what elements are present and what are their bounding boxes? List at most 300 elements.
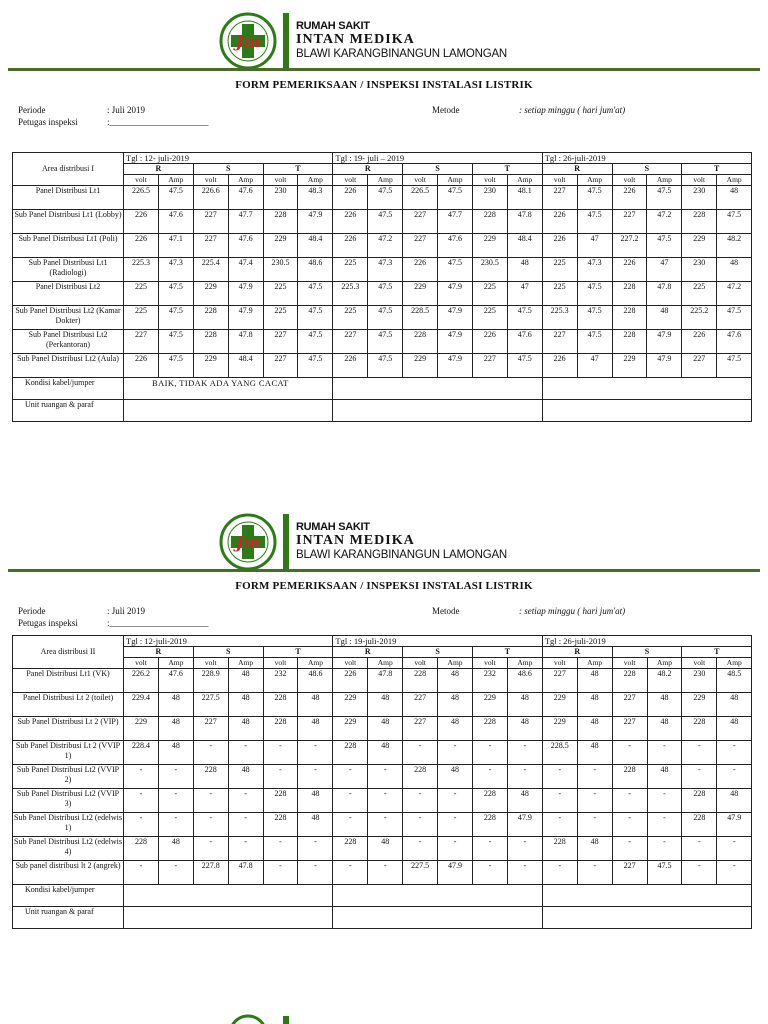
- unit-header: volt: [403, 658, 438, 669]
- kondisi-label: Kondisi kabel/jumper: [13, 885, 124, 907]
- reading-cell: 226: [333, 354, 368, 378]
- reading-cell: -: [368, 765, 403, 789]
- reading-cell: -: [298, 765, 333, 789]
- reading-cell: 227: [333, 330, 368, 354]
- reading-cell: 47.9: [717, 813, 752, 837]
- reading-cell: 227.5: [193, 693, 228, 717]
- reading-cell: 48: [158, 741, 193, 765]
- unit-header: Amp: [438, 658, 473, 669]
- reading-cell: 47.5: [577, 282, 612, 306]
- unit-header: volt: [542, 658, 577, 669]
- reading-cell: 47.9: [438, 282, 473, 306]
- unit-header: volt: [263, 175, 298, 186]
- kondisi-note: BAIK, TIDAK ADA YANG CACAT: [124, 378, 333, 400]
- reading-cell: 228: [403, 330, 438, 354]
- reading-cell: -: [717, 837, 752, 861]
- reading-cell: -: [542, 765, 577, 789]
- table-row: [13, 330, 752, 354]
- signature-cell[interactable]: [542, 907, 751, 929]
- reading-cell: 48: [577, 693, 612, 717]
- reading-cell: 47: [577, 234, 612, 258]
- area-name: Sub Panel Distribusi Lt2 (Kamar Dokter): [13, 306, 124, 330]
- reading-cell: 48: [507, 717, 542, 741]
- reading-cell: 48: [507, 693, 542, 717]
- reading-cell: 48: [158, 717, 193, 741]
- reading-cell: 47.2: [647, 210, 682, 234]
- date-header: Tgl : 26-juli-2019: [542, 636, 751, 647]
- reading-cell: 47.8: [507, 210, 542, 234]
- reading-cell: 228: [263, 210, 298, 234]
- table-row: [13, 186, 752, 210]
- reading-cell: 48: [228, 669, 263, 693]
- reading-cell: 228: [333, 837, 368, 861]
- reading-cell: 228: [472, 717, 507, 741]
- reading-cell: 48: [228, 765, 263, 789]
- reading-cell: 48: [577, 741, 612, 765]
- reading-cell: 48: [298, 789, 333, 813]
- periode-label: Periode: [18, 105, 46, 115]
- reading-cell: 48.2: [647, 669, 682, 693]
- reading-cell: 48.6: [298, 258, 333, 282]
- reading-cell: 48.4: [298, 234, 333, 258]
- reading-cell: 47.5: [368, 354, 403, 378]
- unit-header: volt: [124, 658, 159, 669]
- reading-cell: -: [612, 837, 647, 861]
- phase-header: S: [612, 164, 682, 175]
- unit-header: volt: [333, 658, 368, 669]
- reading-cell: 225: [263, 282, 298, 306]
- phase-header: S: [612, 647, 682, 658]
- reading-cell: 47.5: [368, 306, 403, 330]
- reading-cell: 47: [577, 354, 612, 378]
- reading-cell: 227: [542, 330, 577, 354]
- reading-cell: 227: [403, 210, 438, 234]
- reading-cell: -: [647, 789, 682, 813]
- reading-cell: 47.5: [647, 234, 682, 258]
- reading-cell: 228: [124, 837, 159, 861]
- reading-cell: -: [507, 861, 542, 885]
- reading-cell: 47.5: [298, 330, 333, 354]
- reading-cell: 48: [228, 717, 263, 741]
- reading-cell: 228: [542, 837, 577, 861]
- reading-cell: 225: [472, 282, 507, 306]
- reading-cell: 47.9: [438, 354, 473, 378]
- reading-cell: -: [507, 765, 542, 789]
- header-bar: [283, 514, 289, 570]
- reading-cell: -: [228, 837, 263, 861]
- unit-header: volt: [472, 175, 507, 186]
- reading-cell: 229: [193, 282, 228, 306]
- reading-cell: 48: [368, 837, 403, 861]
- phase-header: T: [472, 647, 542, 658]
- reading-cell: 47.5: [368, 282, 403, 306]
- reading-cell: 228.5: [542, 741, 577, 765]
- reading-cell: -: [368, 861, 403, 885]
- area-name: Sub Panel Distribusi Lt 2 (VVIP 1): [13, 741, 124, 765]
- reading-cell: 227: [403, 693, 438, 717]
- reading-cell: 47: [647, 258, 682, 282]
- reading-cell: 228: [682, 210, 717, 234]
- reading-cell: 226: [612, 258, 647, 282]
- reading-cell: 229: [263, 234, 298, 258]
- reading-cell: -: [403, 837, 438, 861]
- reading-cell: -: [403, 813, 438, 837]
- reading-cell: 47.5: [717, 306, 752, 330]
- date-header: Tgl : 12-juli-2019: [124, 636, 333, 647]
- reading-cell: 47.6: [438, 234, 473, 258]
- reading-cell: 228: [612, 330, 647, 354]
- reading-cell: 47.6: [158, 210, 193, 234]
- reading-cell: 226: [542, 234, 577, 258]
- periode-value: : Juli 2019: [107, 105, 146, 115]
- reading-cell: 47.8: [647, 282, 682, 306]
- area-name: Sub Panel Distribusi Lt2 (VVIP 2): [13, 765, 124, 789]
- unit-header: Amp: [647, 175, 682, 186]
- reading-cell: 226.5: [124, 186, 159, 210]
- reading-cell: -: [612, 813, 647, 837]
- reading-cell: -: [577, 789, 612, 813]
- reading-cell: 48: [717, 186, 752, 210]
- table-row: [13, 717, 752, 741]
- unit-header: Amp: [228, 658, 263, 669]
- date-header: Tgl : 12- juli-2019: [124, 153, 333, 164]
- reading-cell: -: [682, 765, 717, 789]
- reading-cell: 47.6: [507, 330, 542, 354]
- reading-cell: 48.5: [717, 669, 752, 693]
- reading-cell: -: [263, 765, 298, 789]
- reading-cell: 227: [612, 693, 647, 717]
- table-row: [13, 765, 752, 789]
- reading-cell: 48.3: [298, 186, 333, 210]
- reading-cell: -: [577, 861, 612, 885]
- unit-ruangan-label: Unit ruangan & paraf: [13, 907, 124, 929]
- reading-cell: 225: [542, 258, 577, 282]
- unit-header: Amp: [368, 175, 403, 186]
- unit-header: Amp: [717, 658, 752, 669]
- reading-cell: 228: [263, 693, 298, 717]
- signature-cell[interactable]: [333, 907, 542, 929]
- reading-cell: 228: [612, 306, 647, 330]
- phase-header: S: [403, 647, 473, 658]
- unit-header: volt: [193, 175, 228, 186]
- header-line1: RUMAH SAKIT: [296, 521, 370, 533]
- area-name: Sub Panel Distribusi Lt2 (VVIP 3): [13, 789, 124, 813]
- reading-cell: -: [577, 765, 612, 789]
- reading-cell: 228: [682, 717, 717, 741]
- unit-header: volt: [124, 175, 159, 186]
- phase-header: T: [263, 164, 333, 175]
- area-name: Sub Panel Distribusi Lt2 (edelwis 1): [13, 813, 124, 837]
- reading-cell: 225.2: [682, 306, 717, 330]
- phase-header: R: [333, 647, 403, 658]
- reading-cell: 225: [472, 306, 507, 330]
- reading-cell: 229: [682, 693, 717, 717]
- reading-cell: 47.5: [577, 306, 612, 330]
- reading-cell: 228: [612, 669, 647, 693]
- reading-cell: -: [577, 813, 612, 837]
- header-bar-partial: [283, 1016, 289, 1024]
- reading-cell: 226.2: [124, 669, 159, 693]
- petugas-value: :______________________: [107, 117, 209, 127]
- area-name: Sub Panel Distribusi Lt 2 (VIP): [13, 717, 124, 741]
- hospital-logo-partial: [228, 1014, 268, 1024]
- reading-cell: 48: [647, 765, 682, 789]
- reading-cell: 228.4: [124, 741, 159, 765]
- reading-cell: 229: [542, 717, 577, 741]
- phase-header: R: [542, 164, 612, 175]
- table-row: [13, 669, 752, 693]
- header-line3: BLAWI KARANGBINANGUN LAMONGAN: [296, 549, 508, 561]
- reading-cell: 47.5: [717, 354, 752, 378]
- reading-cell: 48: [577, 837, 612, 861]
- reading-cell: 229: [333, 717, 368, 741]
- reading-cell: 229: [682, 234, 717, 258]
- unit-header: Amp: [298, 175, 333, 186]
- reading-cell: 48: [717, 258, 752, 282]
- reading-cell: -: [507, 837, 542, 861]
- unit-header: Amp: [577, 175, 612, 186]
- reading-cell: -: [333, 765, 368, 789]
- reading-cell: 47.5: [438, 186, 473, 210]
- reading-cell: 226: [124, 234, 159, 258]
- reading-cell: -: [193, 837, 228, 861]
- area-name: Sub Panel Distribusi Lt1 (Radiologi): [13, 258, 124, 282]
- reading-cell: 226.6: [193, 186, 228, 210]
- reading-cell: 48: [158, 693, 193, 717]
- reading-cell: 47.5: [158, 354, 193, 378]
- reading-cell: 48: [228, 693, 263, 717]
- reading-cell: 48: [647, 717, 682, 741]
- reading-cell: 228: [472, 789, 507, 813]
- reading-cell: 225: [542, 282, 577, 306]
- reading-cell: 226: [612, 186, 647, 210]
- reading-cell: 225: [124, 306, 159, 330]
- reading-cell: 226: [403, 258, 438, 282]
- reading-cell: -: [263, 861, 298, 885]
- signature-cell[interactable]: [124, 400, 333, 422]
- unit-header: volt: [542, 175, 577, 186]
- reading-cell: 225: [263, 306, 298, 330]
- reading-cell: 48: [717, 717, 752, 741]
- table-row: [13, 861, 752, 885]
- reading-cell: 48: [647, 306, 682, 330]
- unit-header: Amp: [717, 175, 752, 186]
- kondisi-note: [124, 885, 333, 907]
- reading-cell: 48: [577, 717, 612, 741]
- form-title: FORM PEMERIKSAAN / INSPEKSI INSTALASI LISTRIK: [235, 79, 533, 91]
- table-row: [13, 306, 752, 330]
- reading-cell: 225.3: [124, 258, 159, 282]
- reading-cell: 228: [682, 789, 717, 813]
- reading-cell: 228: [263, 717, 298, 741]
- reading-cell: -: [158, 813, 193, 837]
- area-name: Panel Distribusi Lt2: [13, 282, 124, 306]
- reading-cell: 225: [333, 258, 368, 282]
- reading-cell: 227: [193, 234, 228, 258]
- empty-cell: [542, 885, 751, 907]
- reading-cell: -: [717, 861, 752, 885]
- reading-cell: 226: [542, 210, 577, 234]
- reading-cell: -: [438, 741, 473, 765]
- reading-cell: 225: [124, 282, 159, 306]
- reading-cell: -: [612, 741, 647, 765]
- reading-cell: 226: [124, 354, 159, 378]
- table-row: [13, 789, 752, 813]
- signature-cell[interactable]: [333, 400, 542, 422]
- unit-header: Amp: [228, 175, 263, 186]
- reading-cell: 227: [682, 354, 717, 378]
- reading-cell: 227: [193, 717, 228, 741]
- reading-cell: -: [333, 789, 368, 813]
- reading-cell: -: [438, 789, 473, 813]
- reading-cell: -: [717, 765, 752, 789]
- reading-cell: -: [228, 741, 263, 765]
- reading-cell: -: [472, 861, 507, 885]
- unit-header: volt: [403, 175, 438, 186]
- reading-cell: 227: [612, 210, 647, 234]
- reading-cell: -: [438, 837, 473, 861]
- area-name: Panel Distribusi Lt1 (VK): [13, 669, 124, 693]
- unit-header: volt: [472, 658, 507, 669]
- header-bar: [283, 13, 289, 69]
- reading-cell: 229: [193, 354, 228, 378]
- reading-cell: 47.5: [298, 354, 333, 378]
- reading-cell: 47.5: [717, 210, 752, 234]
- reading-cell: 226: [333, 186, 368, 210]
- unit-header: volt: [612, 175, 647, 186]
- reading-cell: 47.1: [158, 234, 193, 258]
- header-rule: [8, 68, 760, 71]
- reading-cell: 228: [682, 813, 717, 837]
- area-header: Area distribusi II: [13, 636, 124, 669]
- reading-cell: 47.9: [228, 282, 263, 306]
- reading-cell: 227: [612, 861, 647, 885]
- reading-cell: 48.2: [717, 234, 752, 258]
- reading-cell: 47.5: [158, 282, 193, 306]
- table-row: [13, 813, 752, 837]
- reading-cell: -: [647, 741, 682, 765]
- reading-cell: 47.5: [507, 354, 542, 378]
- unit-header: Amp: [647, 658, 682, 669]
- reading-cell: -: [438, 813, 473, 837]
- reading-cell: 225: [682, 282, 717, 306]
- reading-cell: 48: [577, 669, 612, 693]
- signature-cell[interactable]: [542, 400, 751, 422]
- reading-cell: 48.6: [507, 669, 542, 693]
- logo-text: Jm: [235, 533, 261, 552]
- area-name: Sub Panel Distribusi Lt2 (Aula): [13, 354, 124, 378]
- reading-cell: 228: [472, 210, 507, 234]
- reading-cell: 229: [403, 282, 438, 306]
- reading-cell: 228: [193, 330, 228, 354]
- reading-cell: 229: [472, 234, 507, 258]
- reading-cell: 230: [682, 258, 717, 282]
- reading-cell: -: [472, 765, 507, 789]
- reading-cell: 47.5: [298, 306, 333, 330]
- reading-cell: -: [333, 861, 368, 885]
- reading-cell: 48: [298, 813, 333, 837]
- table-row: [13, 210, 752, 234]
- reading-cell: 47.9: [438, 306, 473, 330]
- signature-cell[interactable]: [124, 907, 333, 929]
- reading-cell: 47.9: [438, 861, 473, 885]
- reading-cell: 47.6: [228, 234, 263, 258]
- unit-header: volt: [193, 658, 228, 669]
- reading-cell: -: [124, 861, 159, 885]
- reading-cell: 47.4: [228, 258, 263, 282]
- reading-cell: 227: [542, 669, 577, 693]
- hospital-logo: [219, 12, 277, 70]
- reading-cell: 226: [682, 330, 717, 354]
- table-row: [13, 258, 752, 282]
- reading-cell: 47.5: [577, 330, 612, 354]
- reading-cell: 229: [403, 354, 438, 378]
- hospital-header-2: [0, 501, 768, 561]
- logo-text: Jm: [235, 32, 261, 51]
- reading-cell: -: [472, 837, 507, 861]
- reading-cell: 232: [263, 669, 298, 693]
- reading-cell: 228: [612, 765, 647, 789]
- table-row: [13, 354, 752, 378]
- unit-header: volt: [263, 658, 298, 669]
- reading-cell: -: [263, 741, 298, 765]
- reading-cell: 47.9: [507, 813, 542, 837]
- area-name: Panel Distribusi Lt 2 (toilet): [13, 693, 124, 717]
- reading-cell: 47.5: [647, 861, 682, 885]
- unit-header: volt: [682, 175, 717, 186]
- reading-cell: 48: [298, 717, 333, 741]
- reading-cell: -: [298, 861, 333, 885]
- header-line2: INTAN MEDIKA: [296, 32, 415, 47]
- reading-cell: -: [368, 789, 403, 813]
- reading-cell: 229: [472, 693, 507, 717]
- hospital-logo: [219, 513, 277, 571]
- reading-cell: -: [507, 741, 542, 765]
- reading-cell: -: [542, 813, 577, 837]
- reading-cell: 48: [507, 258, 542, 282]
- inspection-table-2: [12, 635, 752, 929]
- reading-cell: 225.3: [333, 282, 368, 306]
- area-name: Sub Panel Distribusi Lt1 (Lobby): [13, 210, 124, 234]
- header-line2: INTAN MEDIKA: [296, 533, 415, 548]
- metode-value-text: : setiap minggu ( hari jum'at): [519, 105, 626, 115]
- reading-cell: -: [403, 741, 438, 765]
- unit-header: volt: [682, 658, 717, 669]
- reading-cell: 47.3: [368, 258, 403, 282]
- header-line3: BLAWI KARANGBINANGUN LAMONGAN: [296, 48, 508, 60]
- reading-cell: 47.8: [228, 330, 263, 354]
- phase-header: R: [124, 164, 194, 175]
- date-header: Tgl : 19-juli-2019: [333, 636, 542, 647]
- reading-cell: 47.5: [298, 282, 333, 306]
- reading-cell: 232: [472, 669, 507, 693]
- reading-cell: 47.8: [228, 861, 263, 885]
- reading-cell: 226: [333, 669, 368, 693]
- reading-cell: 230.5: [263, 258, 298, 282]
- reading-cell: -: [193, 741, 228, 765]
- metode-value-text: : setiap minggu ( hari jum'at): [519, 606, 626, 616]
- reading-cell: 47.5: [158, 186, 193, 210]
- reading-cell: 47.5: [158, 330, 193, 354]
- reading-cell: -: [158, 765, 193, 789]
- reading-cell: 228: [263, 813, 298, 837]
- reading-cell: 48: [158, 837, 193, 861]
- reading-cell: 47.9: [647, 330, 682, 354]
- petugas-value: :______________________: [107, 618, 209, 628]
- date-header: Tgl : 26-juli-2019: [542, 153, 751, 164]
- reading-cell: 230: [472, 186, 507, 210]
- reading-cell: 48.4: [228, 354, 263, 378]
